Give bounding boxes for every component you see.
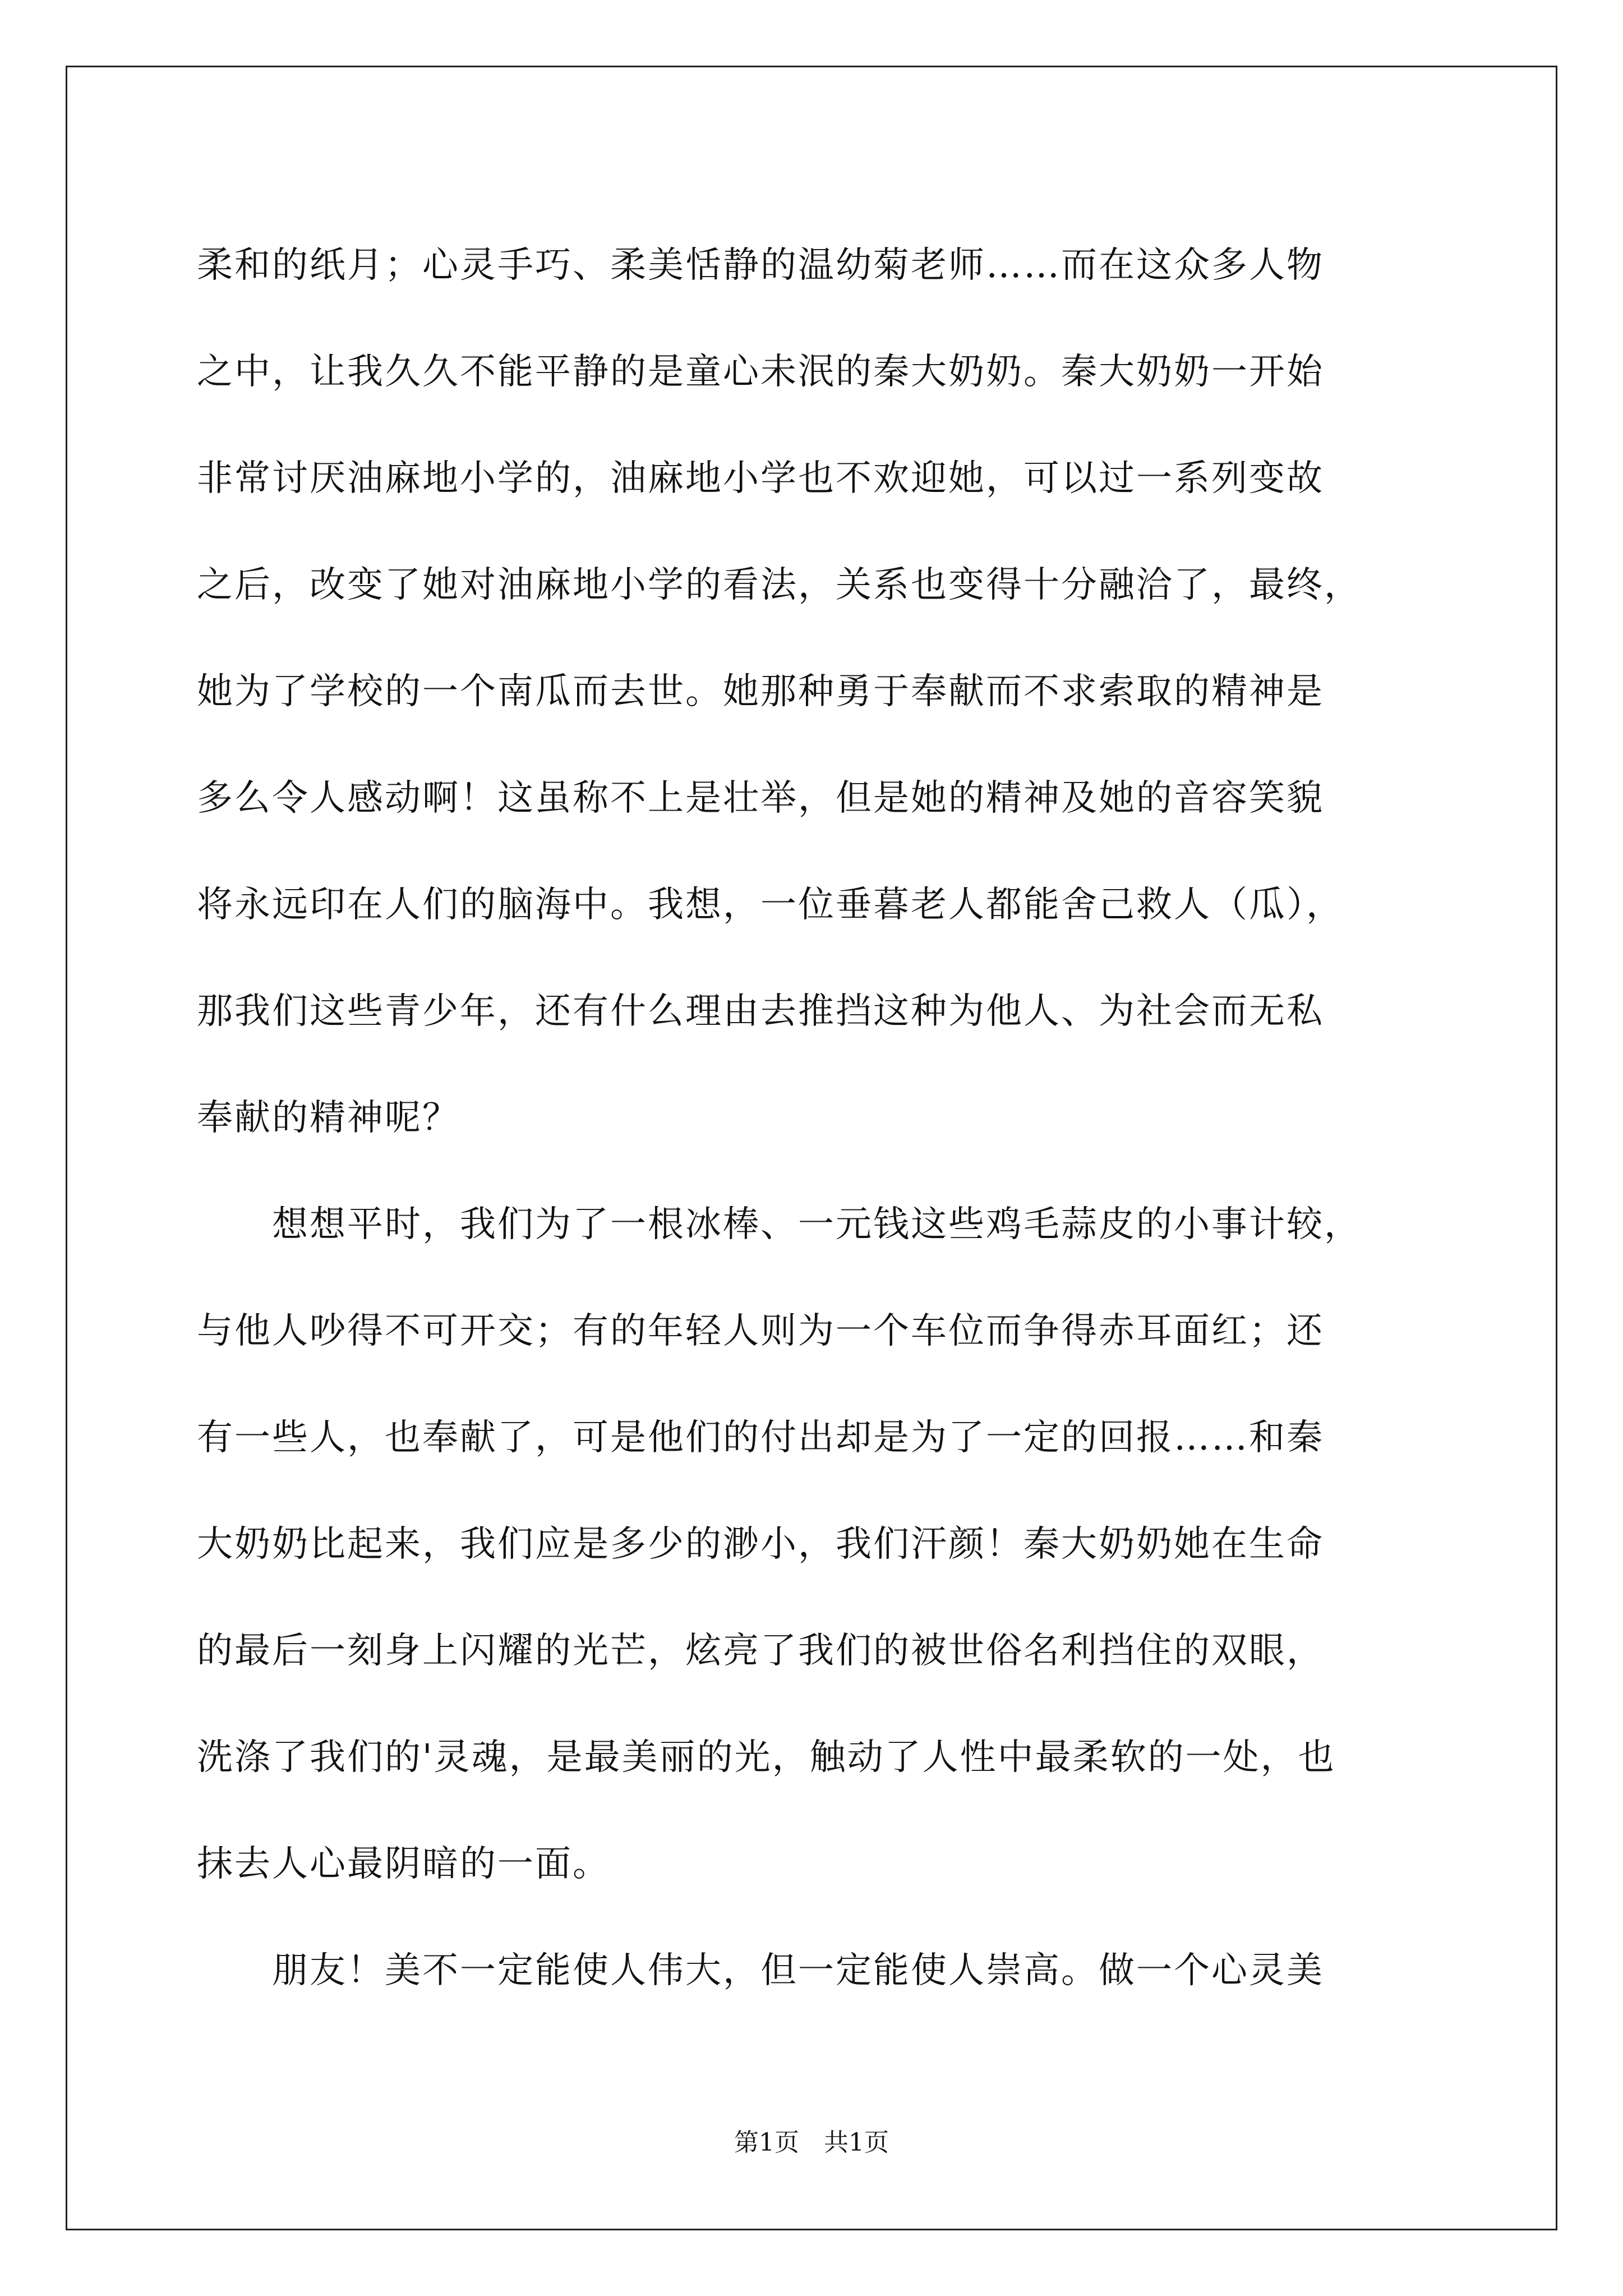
text-line: 她为了学校的一个南瓜而去世。她那种勇于奉献而不求索取的精神是 xyxy=(197,671,1324,712)
text-line: 想想平时，我们为了一根冰棒、一元钱这些鸡毛蒜皮的小事计较， xyxy=(197,1204,1362,1245)
text-line: 之后，改变了她对油麻地小学的看法，关系也变得十分融洽了，最终， xyxy=(197,564,1362,606)
text-line: 大奶奶比起来，我们应是多少的渺小，我们汗颜！秦大奶奶她在生命 xyxy=(197,1524,1324,1565)
text-line: 有一些人，也奉献了，可是他们的付出却是为了一定的回报……和秦 xyxy=(197,1417,1324,1458)
text-line: 朋友！美不一定能使人伟大，但一定能使人崇高。做一个心灵美 xyxy=(197,1950,1324,1991)
text-line: 之中，让我久久不能平静的是童心未泯的秦大奶奶。秦大奶奶一开始 xyxy=(197,351,1324,393)
text-line: 与他人吵得不可开交；有的年轻人则为一个车位而争得赤耳面红；还 xyxy=(197,1310,1324,1352)
document-body xyxy=(197,212,1431,2024)
text-line: 柔和的纸月；心灵手巧、柔美恬静的温幼菊老师……而在这众多人物 xyxy=(197,245,1324,286)
page-footer: 第1页 共1页 xyxy=(734,2128,889,2157)
text-line: 将永远印在人们的脑海中。我想，一位垂暮老人都能舍己救人（瓜）， xyxy=(197,884,1344,926)
text-line: 那我们这些青少年，还有什么理由去推挡这种为他人、为社会而无私 xyxy=(197,991,1324,1032)
text-line: 的最后一刻身上闪耀的光芒，炫亮了我们的被世俗名利挡住的双眼， xyxy=(197,1630,1324,1672)
text-line: 奉献的精神呢？ xyxy=(197,1097,460,1139)
text-line: 洗涤了我们的'灵魂，是最美丽的光，触动了人性中最柔软的一处，也 xyxy=(197,1737,1336,1778)
text-line: 抹去人心最阴暗的一面。 xyxy=(197,1843,610,1885)
text-line: 非常讨厌油麻地小学的，油麻地小学也不欢迎她，可以过一系列变故 xyxy=(197,458,1324,499)
text-line: 多么令人感动啊！这虽称不上是壮举，但是她的精神及她的音容笑貌 xyxy=(197,777,1324,819)
